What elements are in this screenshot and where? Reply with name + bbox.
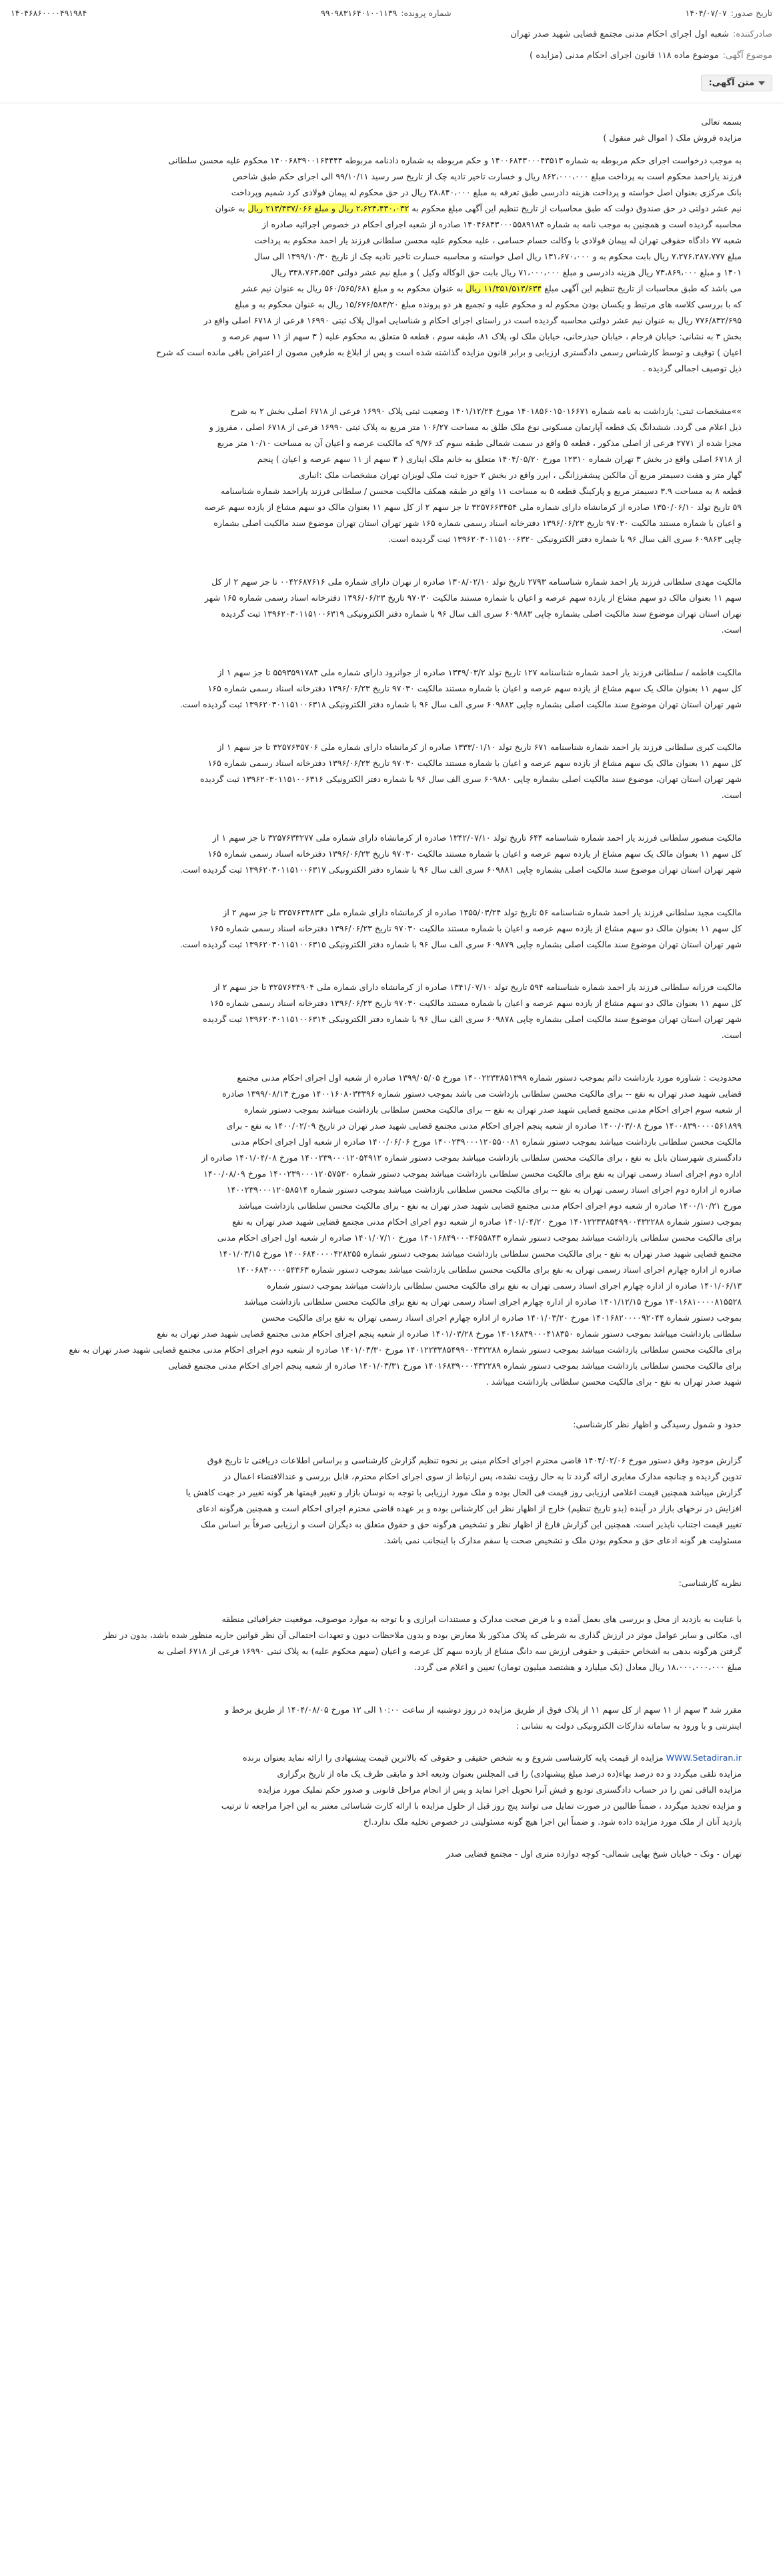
desc-line: از ۶۷۱۸ اصلی واقع در بخش ۳ تهران شماره ۱۲۳۱۰ مورخ ۱۴۰۴/۰۵/۲۰ متعلق به خانم ملک ایناری ( ۳ سهم از ۱۱ سهم عرصه و اعیان ) پنجم (257, 454, 742, 464)
restriction-line: شهید صدر تهران به نفع - برای مالکیت محسن سلطانی بازداشت میباشد . (486, 1377, 742, 1387)
footer-address: تهران - ونک - خیابان شیخ بهایی شمالی- کوچه دوازده متری اول - مجتمع قضایی صدر (446, 1849, 742, 1859)
owner-line: کل سهم ۱۱ بعنوان مالک دو سهم مشاع از یازده سهم عرصه و اعیان با شماره مستند مالکیت ۹۷۰۳۰ تاریخ ۱۳۹۶/۰۶/۲۳ دفترخانه اسناد رسمی شماره ۱۶۵ (209, 998, 742, 1008)
restrictions-paragraph (41, 1070, 742, 1390)
owner-line: مالکیت فرزانه سلطانی فرزند یار احمد شماره شناسنامه ۵۹۴ تاریخ تولد ۱۳۴۱/۰۷/۱۰ صادره از کرمانشاه دارای شماره ملی ۳۲۵۷۶۳۴۹۰۴ تا جز سهم ۲ از (213, 982, 742, 992)
survey-line: گزارش موجود وفق دستور مورخ ۱۴۰۴/۰۲/۰۶ قاضی محترم اجرای احکام مبنی بر نحوه تنظیم گزارش کارشناسی و براساس اطلاعات دریافتی تا تاریخ فوق (207, 1455, 742, 1465)
setadiran-link[interactable]: WWW.Setadiran.ir (666, 1753, 742, 1763)
restriction-line: برای مالکیت محسن سلطانی بازداشت میباشد بموجب دستور شماره ۱۴۰۱۶۸۴۹۰۰۰۳۶۵۵۸۴۳ مورخ ۱۴۰۱/۰۷/۱۰ صادره از شعبه اول اجرای احکام مدنی (217, 1233, 742, 1243)
opinion-line: با عنایت به بازدید از محل و بررسی های بعمل آمده و با فرض صحت مدارک و مستندات ابرازی و با توجه به موارد موصوف، موقعیت جغرافیائی منطقه (221, 1614, 742, 1624)
desc-line: ۵۹ تاریخ تولد ۱۳۵۰/۰۶/۱۰ صادره از کرمانشاه دارای شماره ملی ۳۲۵۷۶۶۳۴۵۴ تا جز سهم ۲ از کل سهم ۱۱ بعنوان مالک دو سهم مشاع از یازده سهم عرصه (204, 502, 742, 512)
auction-terms-line: مزایده الباقی ثمن را در حساب دادگستری تودیع و فیش آنرا تحویل اجرا نماید و پس از انجام مراحل قانونی و صدور حکم تملیک مورد مزایده (257, 1785, 742, 1795)
desc-line: و اعیان با شماره مستند مالکیت ۹۷۰۳۰ تاریخ ۱۳۹۶/۰۶/۲۳ دفترخانه اسناد رسمی شماره ۱۶۵ شهر تهران استان تهران موضوع سند مالکیت اصلی بشماره (213, 518, 742, 528)
opinion-line: ای، مکانی و سایر عوامل موثر در ارزش گذاری به شرطی که پلاک مذکور بلا معارض بوده و بدون ملاحظات دیون و تعهدات احتمالی آن نظر قوانین جاریه منظور شده باشد، بدون در نظر (103, 1630, 742, 1640)
intro-line: شعبه ۷۷ دادگاه حقوقی تهران له پیمان فولادی با وکالت حسام حسامی ، علیه محکوم علیه محسن سلطانی فرزند یار احمد محکوم به پرداخت (254, 235, 742, 245)
restriction-line: از شعبه سوم اجرای احکام مدنی مجتمع قضایی شهید صدر تهران به نفع -- برای مالکیت محسن سلطانی بازداشت میباشد بموجب دستور شماره (243, 1105, 742, 1115)
auction-terms-line: بازدید آنان از ملک مورد مزایده داده شود. و ضمناً این اجرا هیچ گونه مسئولیتی در خصوص تخلیه ملک ندارد.اخ (363, 1817, 742, 1827)
restriction-line: ۱۴۰۱۶۸۱۰۰۰۰۸۱۵۵۲۸ مورخ ۱۴۰۱/۱۲/۱۵ صادره از اداره چهارم اجرای اسناد رسمی تهران به نفع برای مالکیت محسن سلطانی بازداشت میباشد (243, 1297, 742, 1307)
owner-line: است. (721, 625, 742, 635)
issue-date-value: ۱۴۰۴/۰۷/۰۷ (685, 8, 727, 18)
case-number-label: شماره پرونده: (401, 8, 452, 18)
owner-paragraph (41, 905, 742, 953)
intro-line: بانک مرکزی بعنوان اصل خواسته و پرداخت هزینه دادرسی طبق تعرفه به مبلغ ۲۸،۸۴۰،۰۰۰ ریال در حق محکوم له پیمان فولادی کرد شمیم وپرداخت (231, 187, 742, 197)
restriction-line: سلطانی بازداشت میباشد بموجب دستور شماره ۱۴۰۱۶۸۳۹۰۰۰۴۱۸۳۵۰ مورخ ۱۴۰۱/۰۳/۲۸ صادره از شعبه پنجم اجرای احکام مدنی مجتمع قضایی شهید صدر تهران به نفع (157, 1329, 742, 1339)
survey-paragraph (41, 1453, 742, 1549)
intro-text: به عنوان (215, 203, 245, 213)
issuer-label: صادرکننده: (732, 29, 772, 39)
owner-paragraph (41, 830, 742, 878)
desc-line: ذیل اعلام می گردد. ششدانگ یک قطعه آپارتمان مسکونی نوع ملک طلق به مساحت ۱۰۶/۲۷ متر مربع به پلاک ثبتی ۱۶۹۹۰ فرعی از ۶۷۱۸ اصلی ، مفروز و (209, 422, 742, 432)
notice-body (0, 103, 783, 1889)
notice-title: مزایده فروش ملک ( اموال غیر منقول ) (603, 133, 742, 143)
restriction-line: مورخ ۱۴۰۰/۱۰/۲۱ صادره از شعبه دوم اجرای احکام مدنی مجتمع قضایی شهید صدر تهران به نفع - برای مالکیت محسن سلطانی بازداشت میباشد (238, 1201, 742, 1211)
restriction-line: مالکیت محسن سلطانی بازداشت میباشد بموجب دستور شماره ۱۴۰۰۲۳۹۰۰۰۱۲۰۵۵۰۰۸۱ مورخ ۱۴۰۰/۰۶/۰۶ صادره از شعبه اول اجرای احکام مدنی (231, 1137, 742, 1147)
auction-time-paragraph (41, 1702, 742, 1734)
intro-text: نیم عشر دولتی در حق صندوق دولت که طبق محاسبات از تاریخ تنظیم این آگهی مبلغ محکوم به (412, 203, 742, 213)
meta-row (11, 8, 772, 18)
intro-text: به عنوان محکوم به و مبلغ ۵۶۰/۵۶۵/۶۸۱ ریال به عنوان نیم عشر (241, 283, 464, 293)
owner-line: شهر تهران استان تهران موضوع سند مالکیت اصلی بشماره چاپی ۶۰۹۸۷۸ سری الف سال ۹۶ با شماره دفتر الکترونیکی ۱۳۹۶۲۰۳۰۱۱۵۱۰۰۶۳۱۴ ثبت گردیده (203, 1014, 742, 1024)
restriction-line: برای مالکیت محسن سلطانی بازداشت میباشد بموجب دستور شماره ۱۴۰۱۶۸۳۹۰۰۰۴۳۲۲۸۹ مورخ ۱۴۰۱/۰۳/۳۱ صادره از شعبه پنجم اجرای احکام مدنی مجتمع قضایی (168, 1361, 742, 1371)
bismillah: بسمه تعالی (701, 117, 742, 127)
survey-line: افزایش در نرخهای بازار در آینده (بدو تاریخ تنظیم) خارج از اظهار نظر این کارشناس بوده و بر عهده قاضی محترم اجرای احکام است و همچنین هرگونه ادعای (196, 1503, 742, 1513)
intro-line: ۷۷۶/۸۳۲/۶۹۵ ریال به عنوان نیم عشر دولتی محاسبه گردیده است در راستای اجرای احکام و شناسایی اموال پلاک ثبتی ۱۶۹۹۰ فرعی از ۶۷۱۸ اصلی واقع در (203, 315, 742, 325)
intro-line: به موجب درخواست اجرای حکم مربوطه به شماره ۱۴۰۰۶۸۴۳۰۰۰۴۳۵۱۳ و حکم مربوطه به شماره دادنامه مربوطه ۱۴۰۰۶۸۳۹۰۰۱۶۴۴۴۴ محکوم علیه محسن سلطانی (168, 155, 742, 165)
issue-date-label: تاریخ صدور: (730, 8, 772, 18)
restriction-line: ۱۴۰۰۸۳۹۰۰۰۰۵۶۱۸۹۹ مورخ ۱۴۰۰/۰۳/۰۸ صادره از شعبه پنجم اجرای احکام مدنی مجتمع قضایی شهید صدر تهران در تاریخ ۱۴۰۰/۰۲/۰۹ به نفع - برای (226, 1121, 742, 1131)
issue-date (686, 8, 772, 18)
restriction-line: برای مالکیت محسن سلطانی بازداشت میباشد بموجب دستور شماره ۱۴۰۱۲۲۳۳۸۵۴۹۹۰۰۴۳۲۲۸۸ مورخ ۱۴۰۱/۰۳/۳۰ صادره از شعبه دوم اجرای احکام مدنی مجتمع قضایی شهید صدر تهران به نفع (69, 1345, 742, 1355)
issuer-value: شعبه اول اجرای احکام مدنی مجتمع قضایی شهید صدر تهران (510, 29, 729, 39)
restriction-line: بموجب دستور شماره ۱۴۰۱۶۸۲۰۰۰۰۹۲۰۴۴ مورخ ۱۴۰۱/۰۳/۲۰ صادره از اداره چهارم اجرای اسناد رسمی تهران به نفع برای مالکیت محسن (261, 1313, 742, 1323)
restriction-line: صادره از اداره دوم اجرای اسناد رسمی تهران به نفع -- برای مالکیت محسن سلطانی بازداشت میباشد بموجب دستور شماره ۱۴۰۰۲۳۹۰۰۰۱۲۰۵۸۵۱۴ (226, 1185, 742, 1195)
intro-line: فرزند یاراحمد محکوم است به پرداخت مبلغ ۸۶۲،۰۰۰،۰۰۰ ریال و خسارت تاخیر تادیه چک از تاریخ سر رسید ۹۹/۱۰/۱۱ الی اجرای حکم طبق شاخص (232, 171, 742, 181)
notice-number-value: ۱۴۰۴۶۸۶۰۰۰۰۴۹۱۹۸۴ (11, 8, 87, 18)
auction-terms-text: مزایده از قیمت پایه کارشناسی شروع و به شخص حقیقی و حقوقی که بالاترین قیمت پیشنهادی را ارائه نماید بعنوان برنده (243, 1753, 664, 1763)
auction-time-line: اینترنتی و با ورود به سامانه تدارکات الکترونیکی دولت به نشانی : (516, 1721, 742, 1731)
auction-terms-paragraph (41, 1750, 742, 1830)
restriction-line: قضایی شهید صدر تهران به نفع -- برای مالکیت محسن سلطانی بازداشت می باشد بموجب دستور شماره ۱۴۰۰۱۶۰۸۰۳۳۳۹۶ مورخ ۱۳۹۹/۰۸/۱۳ صادره (221, 1089, 742, 1099)
survey-line: مسئولیت هر گونه ادعای حق و محکوم بودن ملک و تشخیص صحت یا سقم مدارک با اینجانب نمی باشد. (383, 1535, 742, 1545)
survey-line: تدوین گردیده و چنانچه مدارک مغایری ارائه گردد تا به حال رؤیت نشده، پس ارتباط از سوی اجرای احکام محترم، قابل بررسی و عندالاقتضاء اعمال در (223, 1471, 742, 1481)
subject-field (530, 51, 772, 61)
owner-line: مالکیت منصور سلطانی فرزند یار احمد شماره شناسنامه ۶۴۴ تاریخ تولد ۱۳۴۲/۰۷/۱۰ صادره از کرمانشاه دارای شماره ملی ۳۲۵۷۶۳۳۲۷۷ تا جز سهم ۱ از (212, 833, 742, 843)
subject-value: موضوع ماده ۱۱۸ قانون اجرای احکام مدنی (مزایده ) (530, 51, 719, 61)
intro-line (41, 201, 742, 217)
highlighted-amount: ۱۱/۳۵۱/۵۱۳/۶۳۴ ریال (466, 283, 542, 293)
owner-line: شهر تهران استان تهران موضوع سند مالکیت اصلی بشماره چاپی ۶۰۹۸۸۲ سری الف سال ۹۶ با شماره دفتر الکترونیکی ۱۳۹۶۲۰۳۰۱۱۵۱۰۰۶۳۱۸ ثبت گردیده است. (179, 699, 742, 709)
intro-line: که با بررسی کلاسه های مرتبط و یکسان بودن محکوم له و محکوم علیه و تجمیع هر دو پرونده مبلغ ۱۵/۶۷۶/۵۸۳/۲۰ ریال به عنوان محکوم به و مبلغ (235, 299, 742, 309)
chevron-down-icon (758, 81, 765, 85)
desc-line: »»مشخصات ثبتی: بازداشت به نامه شماره ۱۴۰۱۸۵۶۰۱۵۰۱۶۶۷۱ مورخ ۱۴۰۱/۱۲/۲۴ وضعیت ثبتی پلاک ۱۶۹۹۰ فرعی از ۶۷۱۸ اصلی بخش ۲ به شرح (230, 406, 742, 416)
owner-paragraph (41, 574, 742, 638)
restriction-line: اداره دوم اجرای اسناد رسمی تهران به نفع برای مالکیت محسن سلطانی بازداشت میباشد بموجب دستور شماره ۱۴۰۰۲۳۹۰۰۰۱۲۰۵۷۵۳۰ مورخ ۱۴۰۰/۰۸/۰۹ (203, 1169, 742, 1179)
intro-line: اعیان ) توقیف و توسط کارشناس رسمی دادگستری ارزیابی و برابر قانون مزایده گذاشته شده است و پس از ابلاغ به طرفین مصون از اعتراض باقی مانده است که شرح (155, 347, 742, 357)
owner-paragraph (41, 979, 742, 1043)
owner-line: کل سهم ۱۱ بعنوان مالک یک سهم مشاع از یازده سهم عرصه و اعیان با شماره مستند مالکیت ۹۷۰۳۰ تاریخ ۱۳۹۶/۰۶/۲۳ دفترخانه اسناد رسمی شماره ۱۶۵ (207, 683, 742, 693)
owner-line: مالکیت فاطمه / سلطانی فرزند یار احمد شماره شناسنامه ۱۲۷ تاریخ تولد ۱۳۴۹/۰۳/۲ صادره از جوانرود دارای شماره ملی ۵۵۹۳۵۹۱۷۸۴ تا جز سهم ۱ از (217, 667, 742, 677)
intro-line: بخش ۳ به نشانی: خیابان فرجام ، خیابان حیدرخانی، خیابان ملک لو، پلاک ۸۱، طبقه سوم ، قطعه ۵ متعلق به محکوم علیه ( ۳ سهم از ۱۱ سهم عرصه و (222, 331, 742, 341)
owner-line: کل سهم ۱۱ بعنوان مالک یک سهم مشاع از یازده سهم عرصه و اعیان با شماره مستند مالکیت ۹۷۰۳۰ تاریخ ۱۳۹۶/۰۶/۲۳ دفترخانه اسناد رسمی شماره ۱۶۵ (207, 758, 742, 768)
owner-line: شهر تهران استان تهران موضوع سند مالکیت اصلی بشماره چاپی ۶۰۹۸۷۹ سری الف سال ۹۶ با شماره دفتر الکترونیکی ۱۳۹۶۲۰۳۰۱۱۵۱۰۰۶۳۱۵ ثبت گردیده است. (179, 939, 742, 949)
intro-paragraph (41, 153, 742, 377)
auction-terms-line: و مزایده تجدید میگردد ، ضمناً طالبین در صورت تمایل می توانند پنج روز قبل از حلول مزایده با ارائه کارت شناسائی معتبر به این اجرا مراجعه تا ترتیب (221, 1801, 742, 1811)
restriction-line: دادگستری شهرستان بابل به نفع ، برای مالکیت محسن سلطانی بازداشت میباشد بموجب دستور شماره ۱۴۰۰۲۳۹۰۰۰۱۲۰۵۴۹۱۲ مورخ ۱۴۰۱/۰۴/۰۸ صادره از (201, 1153, 742, 1163)
opinion-heading: نظریه کارشناسی: (678, 1578, 742, 1588)
owner-line: تهران استان تهران موضوع سند مالکیت اصلی بشماره چاپی ۶۰۹۸۸۳ سری الف سال ۹۶ با شماره دفتر الکترونیکی ۱۳۹۶۲۰۳۰۱۱۵۱۰۰۶۳۱۹ ثبت گردیده (221, 609, 742, 619)
notice-header (0, 0, 783, 103)
survey-line: گزارش میباشد همچنین قیمت اعلامی ارزیابی روز قیمت فی الحال بوده و ملک مورد ارزیابی با توجه به نوسان بازار و تغییر قیمتها هر گونه تغییر در جهت کاهش یا (185, 1487, 742, 1497)
owner-line: مالکیت مهدی سلطانی فرزند یار احمد شماره شناسنامه ۲۷۹۳ تاریخ تولد ۱۳۰۸/۰۲/۱۰ صادره از تهران دارای شماره ملی ۰۰۴۲۶۸۷۶۱۶ تا جز سهم ۲ از کل (211, 577, 742, 587)
restriction-line: بموجب دستور شماره ۱۴۰۱۲۲۳۳۸۵۴۹۹۰۰۴۳۲۲۸۸ مورخ ۱۴۰۱/۰۴/۲۰ صادره از شعبه دوم اجرای احکام مدنی مجتمع قضایی شهید صدر تهران به نفع (232, 1217, 742, 1227)
notice-number (11, 8, 87, 18)
owner-line: است. (721, 790, 742, 800)
desc-line: چاپی ۶۰۹۸۶۳ سری الف سال ۹۶ با شماره دفتر الکترونیکی ۱۳۹۶۲۰۳۰۱۱۵۱۰۰۶۳۲۰ ثبت گردیده است. (387, 534, 742, 544)
owner-paragraph (41, 665, 742, 713)
intro-line: ۱۴۰۱ و مبلغ ۷۳،۸۶۹،۰۰۰ ریال هزینه دادرسی و مبلغ ۷۱،۰۰۰،۰۰۰ ریال بابت حق الوکاله وکیل ) و مبلغ نیم عشر دولتی ۳۳۸،۷۶۳،۵۵۴ ریال (271, 267, 742, 277)
owner-line: مالکیت کبری سلطانی فرزند یار احمد شماره شناسنامه ۶۷۱ تاریخ تولد ۱۳۳۳/۰۱/۱۰ صادره از کرمانشاه دارای شماره ملی ۳۲۵۷۶۳۵۷۰۶ تا جز سهم ۱ از (217, 742, 742, 752)
owner-line: مالکیت مجید سلطانی فرزند یار احمد شماره شناسنامه ۵۶ تاریخ تولد ۱۳۵۵/۰۳/۲۴ صادره از کرمانشاه دارای شماره ملی ۳۲۵۷۶۳۴۸۳۳ تا جز سهم ۲ از (223, 907, 742, 917)
restriction-line: صادره از اداره چهارم اجرای اسناد رسمی تهران به نفع برای مالکیت محسن سلطانی بازداشت میباشد بموجب دستور شماره ۱۴۰۰۶۸۳۰۰۰۰۵۴۳۶۳ (236, 1265, 742, 1275)
auction-terms-line: مزایده تلقی میگردد و ده درصد بهاء(ده درصد مبلغ پیشنهادی) را فی المجلس بعنوان ودیعه اخذ و مابقی ظرف یک ماه از تاریخ برگزاری (277, 1769, 742, 1779)
case-number-value: ۹۹۰۹۸۳۱۶۴۰۱۰۰۱۱۳۹ (321, 8, 398, 18)
owner-line: شهر تهران استان تهران، موضوع سند مالکیت اصلی بشماره چاپی ۶۰۹۸۸۰ سری الف سال ۹۶ با شماره دفتر الکترونیکی ۱۳۹۶۲۰۳۰۱۱۵۱۰۰۶۳۱۶ ثبت گردیده (200, 774, 742, 784)
opinion-line: گرفتن هرگونه بدهی به اشخاص حقیقی و حقوقی ارزش سه دانگ مشاع از یازده سهم کل عرصه و اعیان (سهم محکوم علیه) به پلاک ثبتی ۱۶۹۹۰ فرعی از ۶۷۱۸ اصلی به (157, 1646, 742, 1656)
restriction-line: مجتمع قضایی شهید صدر تهران به نفع - برای مالکیت محسن سلطانی بازداشت میباشد بموجب دستور شماره ۱۴۰۰۶۸۴۰۰۰۰۴۲۸۲۵۵ مورخ ۱۴۰۱/۰۳/۱۵ (218, 1249, 742, 1259)
owner-line: سهم ۱۱ بعنوان مالک دو سهم مشاع از یازده سهم عرصه و اعیان با شماره مستند مالکیت ۹۷۰۳۰ تاریخ ۱۳۹۶/۰۶/۲۳ دفترخانه اسناد رسمی شماره ۱۶۵ شهر (204, 593, 742, 603)
survey-heading: حدود و شمول رسیدگی و اظهار نظر کارشناسی: (573, 1419, 742, 1429)
highlighted-amount: ۲،۶۲۴،۴۳۰،۰۳۲ ریال و مبلغ ۲۱۳/۴۳۷/۰۶۶ ریال (247, 203, 410, 213)
intro-line: محاسبه گردیده است و همچنین به موجب نامه به شماره ۱۴۰۴۶۸۴۳۰۰۰۵۵۸۹۱۸۴ صادره از شعبه اجرای احکام در خصوص اجرائیه صادره از (261, 219, 742, 229)
restriction-line: ۱۴۰۱/۰۶/۱۳ صادره از اداره چهارم اجرای اسناد رسمی تهران به نفع برای مالکیت محسن سلطانی بازداشت میباشد بموجب دستور شماره (267, 1281, 742, 1291)
owner-line: کل سهم ۱۱ بعنوان مالک دو سهم مشاع از یازده سهم عرصه و اعیان با شماره مستند مالکیت ۹۷۰۳۰ تاریخ ۱۳۹۶/۰۶/۲۳ دفترخانه اسناد رسمی شماره ۱۶۵ (209, 923, 742, 933)
owner-line: شهر تهران استان تهران موضوع سند مالکیت اصلی بشماره چاپی ۶۰۹۸۸۱ سری الف سال ۹۶ با شماره دفتر الکترونیکی ۱۳۹۶۲۰۳۰۱۱۵۱۰۰۶۳۱۷ ثبت گردیده است. (179, 865, 742, 875)
auction-time-line: مقرر شد ۳ سهم از ۱۱ سهم از کل سهم ۱۱ از پلاک فوق از طریق مزایده در روز دوشنبه از ساعت ۱۰:۰۰ الی ۱۲ مورخ ۱۴۰۴/۰۸/۰۵ از طریق برخط و (225, 1705, 742, 1715)
auction-terms-line (41, 1750, 742, 1766)
intro-line (41, 281, 742, 297)
survey-line: تغییر قیمت اجتناب ناپذیر است. همچنین این گزارش فارغ از اظهار نظر و تشخیص هرگونه حق و حقوق متعلق به دیگران است و ارزیابی صرفاً بر اساس ملک (201, 1519, 742, 1529)
owner-line: کل سهم ۱۱ بعنوان مالک یک سهم مشاع از یازده سهم عرصه و اعیان با شماره مستند مالکیت ۹۷۰۳۰ تاریخ ۱۳۹۶/۰۶/۲۳ دفترخانه اسناد رسمی شماره ۱۶۵ (207, 849, 742, 859)
case-number (321, 8, 451, 18)
notice-text-label: متن آگهی: (708, 78, 754, 88)
intro-line: ذیل توصیف اجمالی گردیده . (642, 363, 742, 373)
opinion-paragraph (41, 1611, 742, 1675)
registration-paragraph (41, 403, 742, 547)
opinion-line: مبلغ ۱۸،۰۰۰،۰۰۰،۰۰۰ ریال معادل (یک میلیارد و هشتصد میلیون تومان) تعیین و اعلام می گردد. (414, 1662, 742, 1672)
restriction-line: محدودیت : شناوره مورد بازداشت دائم بموجب دستور شماره ۱۴۰۰۲۲۳۳۸۵۱۳۹۹ مورخ ۱۳۹۹/۰۵/۰۵ صادره از شعبه اول اجرای احکام مدنی مجتمع (237, 1073, 742, 1083)
subject-label: موضوع آگهی: (722, 51, 772, 61)
intro-text: می باشد که طبق محاسبات از تاریخ تنظیم این آگهی مبلغ (544, 283, 742, 293)
intro-line: مبلغ ۷،۲۷۶،۲۸۷،۷۷۷ ریال بابت محکوم به و ۱۳۱،۶۷۰،۰۰۰ ریال اصل خواسته و محاسبه خسارت تاخیر تادیه چک از تاریخ ۱۳۹۹/۱۰/۳۰ الی سال (253, 251, 742, 261)
issuer-field (510, 29, 772, 39)
notice-text-toggle[interactable] (701, 75, 772, 91)
desc-line: گهار متر و هفت دسیمتر مربع آن مالکین پیشفرزانگی ، ایرر واقع در بخش ۲ حوزه ثبت ملک لویزان تهران مشخصات ملک :انباری (298, 470, 742, 480)
owner-line: است. (721, 1030, 742, 1040)
desc-line: مجزا شده از ۲۷۷۱ فرعی از اصلی مذکور ، قطعه ۵ واقع در سمت شمالی طبقه سوم کد ۹/۷۶ که مالکیت عرصه و اعیان آن به مساحت ۱۰/۱۰ متر مربع (217, 438, 742, 448)
owner-paragraph (41, 739, 742, 803)
desc-line: قطعه ۸ به مساحت ۳.۹ دسیمتر مربع و پارکینگ قطعه ۵ به مساحت ۱۱ واقع در طبقه همکف مالکیت محسن / سلطانی فرزند یاراحمد شماره شناسنامه (220, 486, 742, 496)
